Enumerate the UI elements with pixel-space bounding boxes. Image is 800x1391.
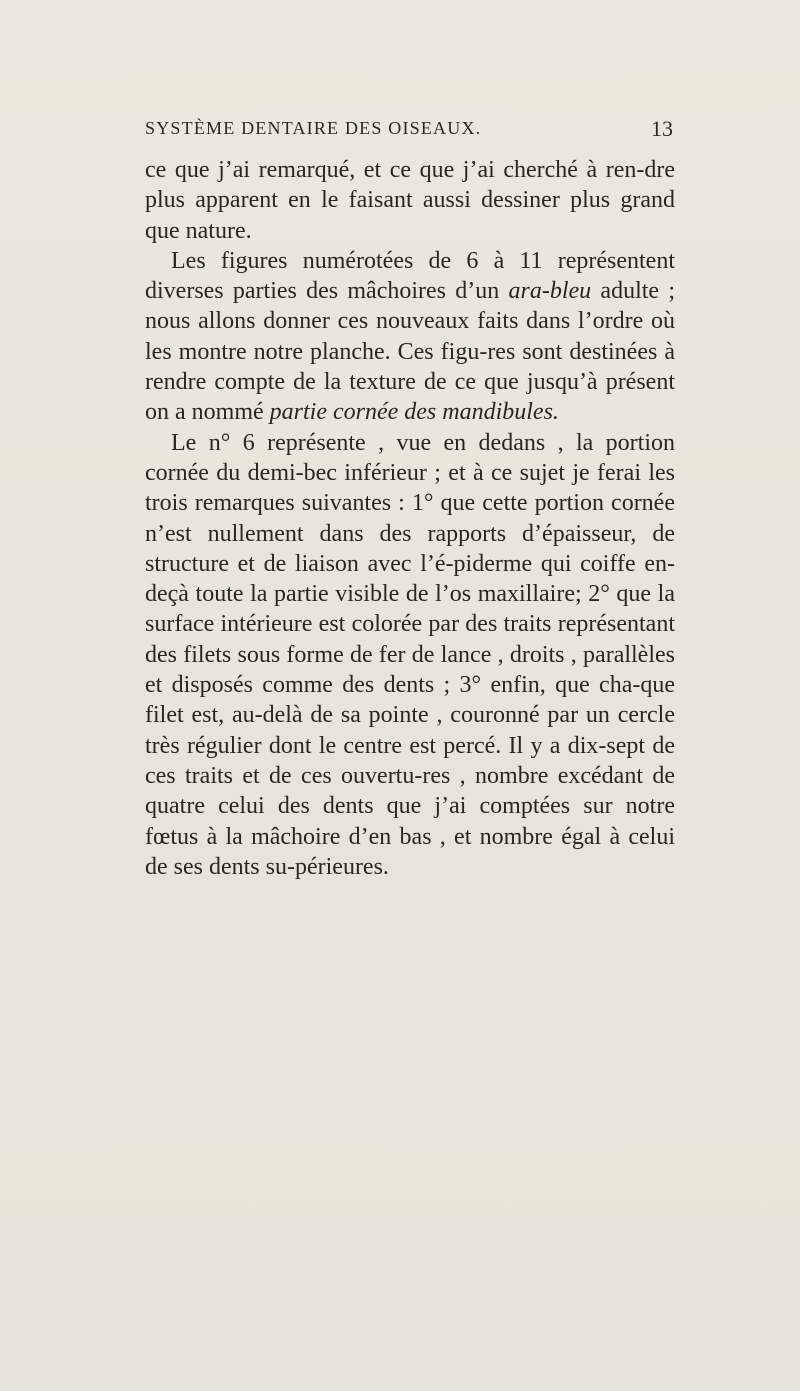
paragraph-text: Les figures numérotées de 6 à 11 représentent diverses parties des mâchoires d’un (145, 247, 675, 305)
paragraph-figures (145, 246, 675, 428)
paragraph-figure-6 (145, 428, 675, 882)
paragraph-text: Le n° 6 représente , vue en dedans , la portion cornée du demi-bec inférieur ; et à ce sujet je ferai les trois remarques suivantes : 1° que cette portion cornée n’est nullement dans des rapports d’épaisseur, de structure et de liaison avec l’é-piderme qui coiffe en-deçà toute la partie visible de l’os maxillaire; 2° que la surface intérieure est colorée par des traits représentant des filets sous forme de fer de lance , droits , parallèles et disposés comme des dents ; 3° enfin, que cha-que filet est, au-delà de sa pointe , couronné par un cercle très régulier dont le centre est percé. Il y a dix-sept de ces traits et de ces ouvertu-res , nombre excédant de quatre celui des dents que j’ai comptées sur notre fœtus à la mâchoire d’en bas , et nombre égal à celui de ses dents su-périeures. (145, 429, 675, 880)
body-text (145, 155, 675, 882)
running-title: SYSTÈME DENTAIRE DES OISEAUX. (145, 118, 482, 138)
page-number: 13 (651, 116, 673, 141)
paragraph-continuation (145, 155, 675, 246)
running-head (145, 118, 673, 146)
italic-term-ara-bleu: ara-bleu (508, 278, 592, 305)
paragraph-text: ce que j’ai remarqué, et ce que j’ai cherché à ren-dre plus apparent en le faisant aussi dessiner plus grand que nature. (145, 157, 675, 244)
italic-term-partie-cornee: partie cornée des mandibules. (269, 399, 559, 426)
paragraph-text: adulte ; nous allons donner ces nouveaux faits dans l’ordre où les montre notre planche. Ces figu-res sont destinées à rendre compte de la texture de ce que jusqu’à présent on a nommé (145, 278, 675, 426)
